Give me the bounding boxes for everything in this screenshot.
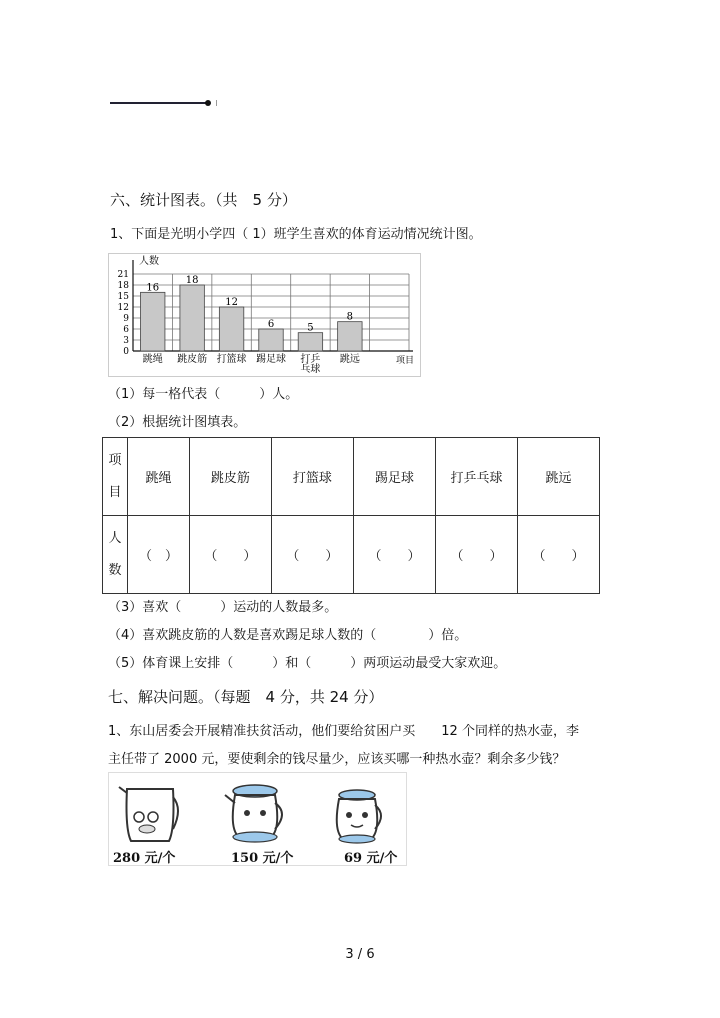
- subquestion-3: （3）喜欢（ ）运动的人数最多。: [108, 600, 338, 615]
- x-tick-label: 乓球: [300, 364, 321, 375]
- kettle-price: 150 元/个: [231, 851, 294, 866]
- bar-chart: [108, 253, 421, 377]
- x-tick-label: 跳绳: [142, 354, 163, 365]
- data-label: 16: [146, 282, 160, 294]
- data-label: 12: [225, 297, 238, 308]
- bar: [219, 307, 243, 351]
- y-tick-label: 12: [117, 303, 129, 313]
- blank-cell[interactable]: （ ）: [517, 516, 599, 594]
- column-header: 踢足球: [353, 438, 435, 516]
- table-row: [103, 516, 600, 594]
- subquestion-1: （1）每一格代表（ ）人。: [108, 387, 299, 402]
- page-number: 3 / 6: [345, 947, 375, 962]
- subquestion-2: （2）根据统计图填表。: [108, 415, 247, 430]
- x-tick-label: 跳远: [339, 354, 360, 365]
- x-tick-label: 跳皮筋: [177, 354, 208, 365]
- bar: [338, 322, 362, 351]
- blank-cell[interactable]: （ ）: [435, 516, 517, 594]
- column-header: 跳绳: [128, 438, 190, 516]
- kettle-price: 69 元/个: [344, 851, 398, 866]
- blank-cell[interactable]: （ ）: [271, 516, 353, 594]
- row-header-count: 人 数: [103, 516, 128, 594]
- x-tick-label: 打篮球: [216, 354, 247, 365]
- bar: [298, 333, 322, 351]
- y-tick-label: 6: [123, 325, 129, 335]
- question1-intro: 1、下面是光明小学四（ 1）班学生喜欢的体育运动情况统计图。: [110, 227, 482, 242]
- column-header: 打乒乓球: [435, 438, 517, 516]
- fill-table: [102, 437, 600, 594]
- kettle-price: 280 元/个: [113, 851, 176, 866]
- y-axis-label: 人数: [139, 256, 159, 267]
- y-tick-label: 21: [117, 270, 129, 280]
- bar: [259, 329, 283, 351]
- y-tick-label: 15: [117, 292, 129, 302]
- x-tick-label: 踢足球: [256, 354, 286, 365]
- problem1-line2: 主任带了 2000 元，要使剩余的钱尽量少，应该买哪一种热水壶？剩余多少钱？: [108, 752, 566, 767]
- bar-chart-svg: [109, 254, 420, 376]
- subquestion-5: （5）体育课上安排（ ）和（ ）两项运动最受大家欢迎。: [108, 656, 507, 671]
- kettle-images: [108, 772, 407, 866]
- blank-cell[interactable]: （ ）: [353, 516, 435, 594]
- data-label: 6: [267, 319, 275, 330]
- section6-title: 六、统计图表。（共 5 分）: [110, 191, 297, 209]
- row-header-project: 项 目: [103, 438, 128, 516]
- data-label: 8: [346, 311, 354, 323]
- bar: [140, 292, 164, 351]
- kettle-icon: [225, 785, 282, 842]
- blank-cell[interactable]: （ ）: [128, 516, 190, 594]
- y-tick-label: 3: [123, 336, 129, 346]
- y-tick-label: 9: [123, 314, 129, 324]
- data-label: 5: [307, 322, 314, 334]
- table-row: [103, 438, 600, 516]
- blank-cell[interactable]: （ ）: [189, 516, 271, 594]
- column-header: 跳皮筋: [189, 438, 271, 516]
- x-tick-label: 打乒: [300, 354, 321, 365]
- column-header: 打篮球: [271, 438, 353, 516]
- problem1-line1: 1、东山居委会开展精准扶贫活动，他们要给贫困户买 12 个同样的热水壶，李: [108, 724, 579, 739]
- kettle-icon: [337, 790, 381, 843]
- subquestion-4: （4）喜欢跳皮筋的人数是喜欢踢足球人数的（ ）倍。: [108, 628, 468, 643]
- bar: [180, 285, 204, 351]
- kettle-icon: [119, 787, 178, 841]
- y-tick-label: 18: [117, 281, 129, 291]
- x-axis-label: 项目: [395, 356, 415, 366]
- section7-title: 七、解决问题。（每题 4 分，共 24 分）: [108, 688, 384, 706]
- y-tick-label: 0: [123, 347, 129, 357]
- top-rule: [110, 100, 217, 106]
- column-header: 跳远: [517, 438, 599, 516]
- data-label: 18: [185, 275, 199, 286]
